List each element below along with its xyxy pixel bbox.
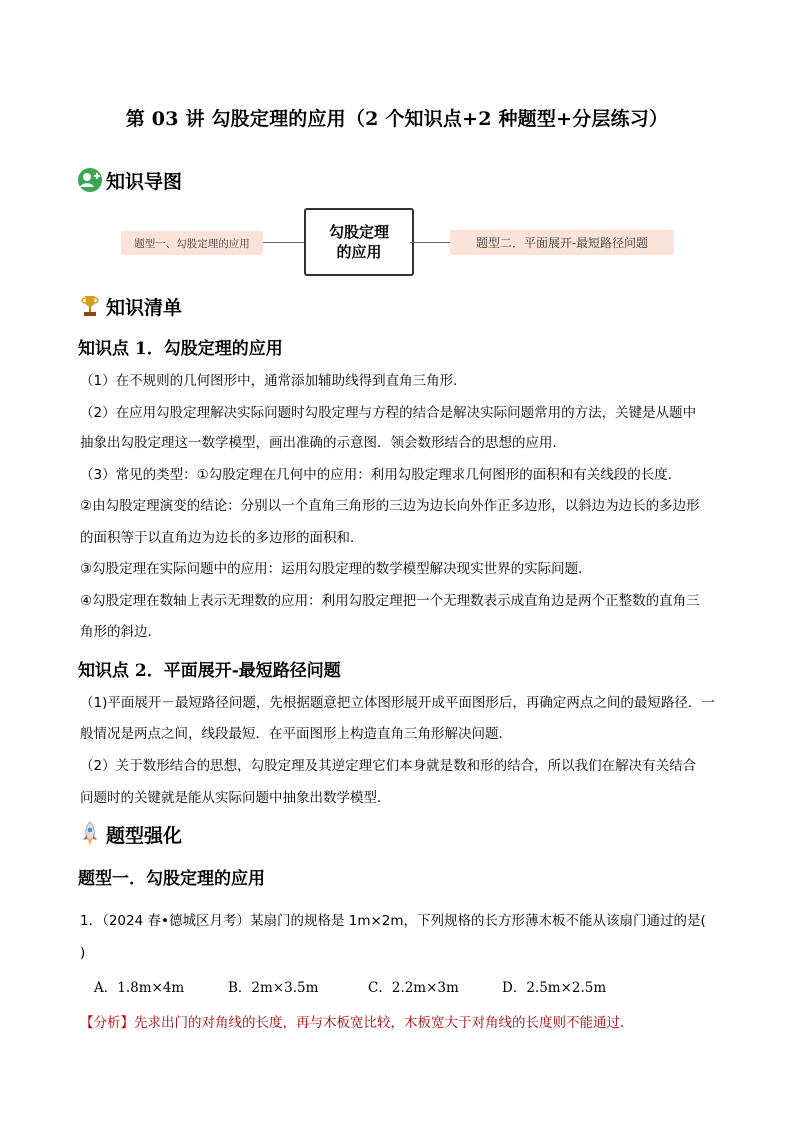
point1-line: 的面积等于以直角边为边长的多边形的面积和． [80,530,364,546]
user-circle-icon [76,166,104,194]
section-practice-heading [76,820,182,848]
mindmap-center-node [304,208,414,276]
option-c: C．2.2m×3m [368,980,459,996]
point1-line: 抽象出勾股定理这一数学模型，画出准确的示意图．领会数形结合的思想的应用． [80,435,566,451]
mindmap-center-line1: 勾股定理 [328,223,389,241]
analysis-tag: 【分析】 [80,1015,134,1031]
section-checklist-label: 知识清单 [106,296,183,319]
rocket-icon [76,820,104,848]
point2-line: 般情况是两点之间，线段最短．在平面图形上构造直角三角形解决问题． [80,726,512,742]
document-title: 第 03 讲 勾股定理的应用（2 个知识点+2 种题型+分层练习） [125,108,669,130]
point1-line: 角形的斜边． [80,624,161,640]
point2-heading: 知识点 2．平面展开-最短路径问题 [78,661,341,681]
option-d: D．2.5m×2.5m [502,980,607,996]
question-1-options [94,976,714,996]
mindmap-center-line2: 的应用 [336,243,382,261]
question-1-analysis [80,1011,634,1031]
type1-heading: 题型一．勾股定理的应用 [78,869,265,889]
point1-line: （3）常见的类型：①勾股定理在几何中的应用：利用勾股定理求几何图形的面积和有关线段的长度． [80,467,682,483]
point2-line: 问题时的关键就是能从实际问题中抽象出数学模型． [80,790,391,806]
point2-line: （1)平面展开－最短路径问题，先根据题意把立体图形展开成平面图形后，再确定两点之间的最短路径．一 [80,695,715,711]
section-mindmap-heading [76,166,182,194]
mindmap-connector-right [410,242,450,243]
option-a: A．1.8m×4m [94,980,185,996]
point1-line: ③勾股定理在实际问题中的应用：运用勾股定理的数学模型解决现实世界的实际问题． [80,561,592,577]
option-b: B．2m×3.5m [228,980,319,996]
point1-line: （1）在不规则的几何图形中，通常添加辅助线得到直角三角形． [80,373,467,389]
mindmap-left-node: 题型一、勾股定理的应用 [121,231,263,255]
analysis-text: 先求出门的对角线的长度，再与木板宽比较，木板宽大于对角线的长度则不能通过． [134,1015,634,1031]
point2-line: （2）关于数形结合的思想，勾股定理及其逆定理它们本身就是数和形的结合，所以我们在解决有关结合 [80,758,697,774]
trophy-icon [76,292,104,320]
question-1-line1: 1．（2024 春•德城区月考）某扇门的规格是 1m×2m，下列规格的长方形薄木板不能从该扇门通过的是( [80,913,706,929]
point1-heading: 知识点 1．勾股定理的应用 [78,339,283,359]
mindmap-right-node: 题型二．平面展开-最短路径问题 [450,230,674,255]
point1-line: ②由勾股定理演变的结论：分别以一个直角三角形的三边为边长向外作正多边形，以斜边为边长的多边形 [80,498,700,514]
mindmap-connector-left [263,242,304,243]
section-mindmap-label: 知识导图 [106,170,183,193]
section-checklist-heading [76,292,182,320]
point1-line: （2）在应用勾股定理解决实际问题时勾股定理与方程的结合是解决实际问题常用的方法，关键是从题中 [80,405,697,421]
section-practice-label: 题型强化 [106,824,183,847]
question-1-line2: ) [80,945,86,961]
point1-line: ④勾股定理在数轴上表示无理数的应用：利用勾股定理把一个无理数表示成直角边是两个正整数的直角三 [80,593,700,609]
